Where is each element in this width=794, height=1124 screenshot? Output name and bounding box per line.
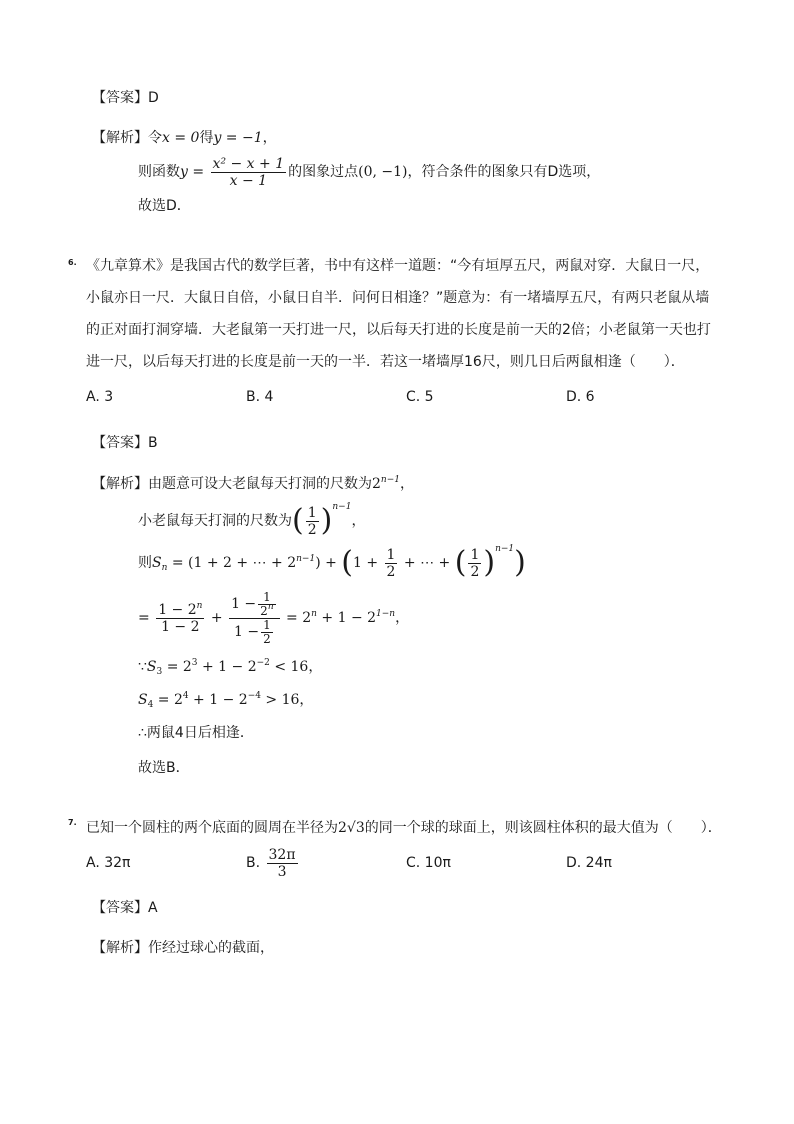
q6-analysis-line-1: 【解析】由题意可设大老鼠每天打洞的尺数为$2^{n-1}$， (92, 475, 414, 492)
answer-tag: 【答案】 (92, 435, 148, 451)
q7-option-b[interactable]: B. $\frac{32\pi}{3}$ (246, 846, 296, 880)
q7-answer (92, 898, 158, 918)
q6-analysis-line-7: ∴两鼠4日后相逢． (138, 725, 254, 741)
q6-analysis-line-4: = $\frac{1 - 2^n}{1 - 2}$ + 1 − $\frac{1}{2^n}$ 1 − $\frac{1}{2}$ = $2^n + 1 - 2^{1-n}$， (138, 589, 410, 646)
answer-tag: 【答案】 (92, 900, 148, 916)
q6-stem-line-3: 的正对面打洞穿墙．大老鼠第一天打进一尺，以后每天打进的长度是前一天的2倍；小老鼠第一天也打 (86, 322, 711, 338)
q6-analysis-line-3: 则$S_n = (1 + 2$ + ⋯ + $2^{n-1}) + (1$ + $\frac{1}{2}$ + ⋯ + ( $\frac{1}{2}$ )$^{n-1}$) (138, 544, 526, 580)
q7-option-d[interactable]: D. 24π (566, 855, 612, 871)
analysis-tag: 【解析】 (92, 940, 148, 956)
question-number-7: 7. (68, 818, 77, 827)
q6-option-b[interactable]: B. 4 (246, 389, 274, 405)
analysis-tag: 【解析】 (92, 476, 148, 492)
q5-answer (92, 88, 159, 108)
q5-analysis-line-1: 【解析】令x = 0得y = −1， (92, 130, 277, 146)
q7-analysis-line-1: 【解析】作经过球心的截面， (92, 940, 274, 956)
q6-answer (92, 433, 158, 453)
q6-stem-line-4: 进一尺，以后每天打进的长度是前一天的一半．若这一堵墙厚16尺，则几日后两鼠相逢（ ）． (86, 354, 685, 370)
q5-analysis-line-3: 故选D． (138, 198, 191, 214)
answer-value: A (148, 900, 158, 916)
q6-analysis-line-2: 小老鼠每天打洞的尺数为( $\frac{1}{2}$ )$^{n-1}$， (138, 502, 366, 538)
q6-option-a[interactable]: A. 3 (86, 389, 114, 405)
answer-value: D (148, 90, 159, 106)
question-number-6: 6. (68, 258, 77, 267)
function-fraction: $\frac{\text{x² − x + 1}}{x - 1}$ (212, 155, 285, 189)
q7-option-a[interactable]: A. 32π (86, 855, 131, 871)
q6-analysis-line-6: $S_4 = 2^4 + 1 - 2^{-4} > 16$， (138, 691, 314, 710)
answer-tag: 【答案】 (92, 90, 148, 106)
q5-analysis-line-2: 则函数y = $\frac{\text{x² − x + 1}}{x - 1}$ 的图象过点(0, −1)，符合条件的图象只有D选项， (138, 155, 601, 189)
q6-option-d[interactable]: D. 6 (566, 389, 595, 405)
q6-option-c[interactable]: C. 5 (406, 389, 434, 405)
q7-option-c[interactable]: C. 10π (406, 855, 451, 871)
q6-analysis-line-5: $\because S_3 = 2^3 + 1 - 2^{-2} < 16$， (138, 658, 323, 677)
q6-stem-line-1: 《九章算术》是我国古代的数学巨著，书中有这样一道题：“今有垣厚五尺，两鼠对穿．大鼠日一尺， (86, 258, 710, 274)
answer-value: B (148, 435, 158, 451)
q6-stem-line-2: 小鼠亦日一尺．大鼠日自倍，小鼠日自半．问何日相逢？”题意为：有一堵墙厚五尺，有两只老鼠从墙 (86, 290, 710, 306)
q7-stem: 已知一个圆柱的两个底面的圆周在半径为2√3的同一个球的球面上，则该圆柱体积的最大值为（ ）． (86, 820, 722, 836)
analysis-tag: 【解析】 (92, 130, 148, 146)
q6-analysis-line-8: 故选B． (138, 760, 190, 776)
